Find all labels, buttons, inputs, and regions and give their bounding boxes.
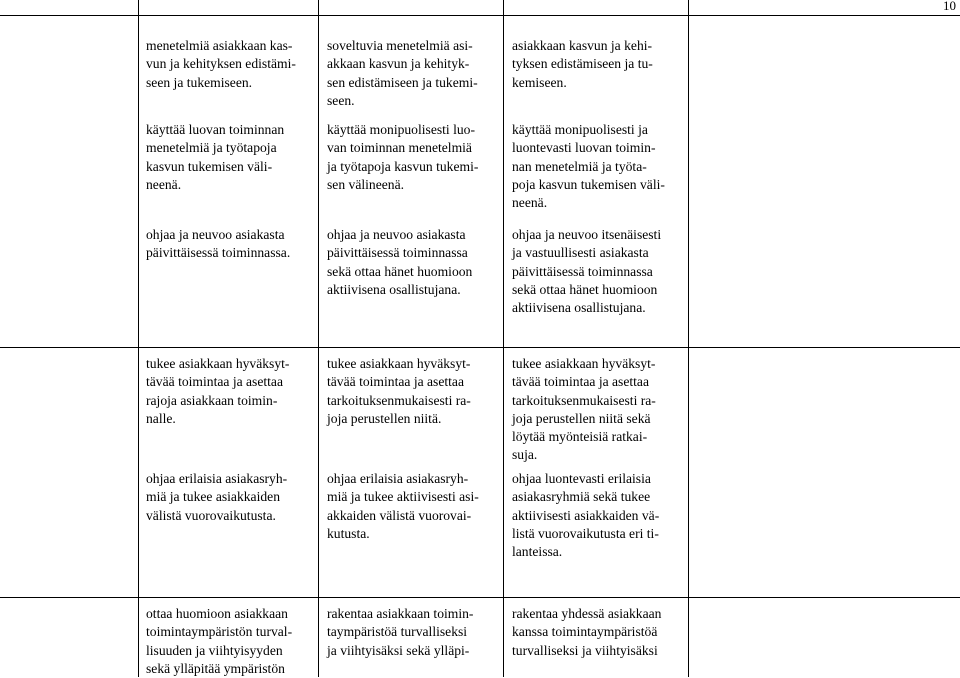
table-cell: käyttää luovan toiminnan menetelmiä ja työtapoja kasvun tukemisen väli- neenä.: [146, 122, 285, 192]
table-cell: ohjaa erilaisia asiakasryh- miä ja tukee aktiivisesti asi- akkaiden välistä vuorovai- kutusta.: [327, 471, 479, 541]
table-cell: ohjaa ja neuvoo asiakasta päivittäisessä toiminnassa.: [146, 227, 291, 261]
table-cell: ohjaa ja neuvoo asiakasta päivittäisessä toiminnassa sekä ottaa hänet huomioon aktiivisena osallistujana.: [327, 227, 473, 297]
table-cell: soveltuvia menetelmiä asi- akkaan kasvun ja kehityk- sen edistämiseen ja tukemi- seen.: [327, 38, 478, 108]
page-number: 10: [943, 0, 956, 13]
table-cell: menetelmiä asiakkaan kas- vun ja kehityksen edistämi- seen ja tukemiseen.: [146, 38, 296, 90]
table-cell: tukee asiakkaan hyväksyt- tävää toimintaa ja asettaa rajoja asiakkaan toimin- nalle.: [146, 356, 290, 426]
table-cell: ohjaa luontevasti erilaisia asiakasryhmiä sekä tukee aktiivisesti asiakkaiden vä- listä vuorovaikutusta eri ti- lanteissa.: [512, 471, 660, 560]
table-cell: käyttää monipuolisesti luo- van toiminnan menetelmiä ja työtapoja kasvun tukemi- sen välineenä.: [327, 122, 479, 192]
table-cell: ohjaa ja neuvoo itsenäisesti ja vastuullisesti asiakasta päivittäisessä toiminnassa sekä ottaa hänet huomioon aktiivisena osallistujana.: [512, 227, 662, 316]
table-cell: asiakkaan kasvun ja kehi- tyksen edistämiseen ja tu- kemiseen.: [512, 38, 653, 90]
table-cell: tukee asiakkaan hyväksyt- tävää toimintaa ja asettaa tarkoituksenmukaisesti ra- joja perustellen niitä.: [327, 356, 471, 426]
table-cell: rakentaa yhdessä asiakkaan kanssa toimintaympäristöä turvalliseksi ja viihtyisäksi: [512, 606, 662, 658]
table-cell: käyttää monipuolisesti ja luontevasti luovan toimin- nan menetelmiä ja työta- poja kasvun tukemisen väli- neenä.: [512, 122, 665, 211]
table-cell: ohjaa erilaisia asiakasryh- miä ja tukee asiakkaiden välistä vuorovaikutusta.: [146, 471, 288, 523]
table-cell: rakentaa asiakkaan toimin- taympäristöä turvalliseksi ja viihtyisäksi sekä ylläpi-: [327, 606, 474, 658]
table-cell: ottaa huomioon asiakkaan toimintaympäristön turval- lisuuden ja viihtyisyyden sekä ylläpitää ympäristön: [146, 606, 293, 676]
table-cell: tukee asiakkaan hyväksyt- tävää toimintaa ja asettaa tarkoituksenmukaisesti ra- joja perustellen niitä sekä löytää myönteisiä ratkai- suja.: [512, 356, 656, 463]
